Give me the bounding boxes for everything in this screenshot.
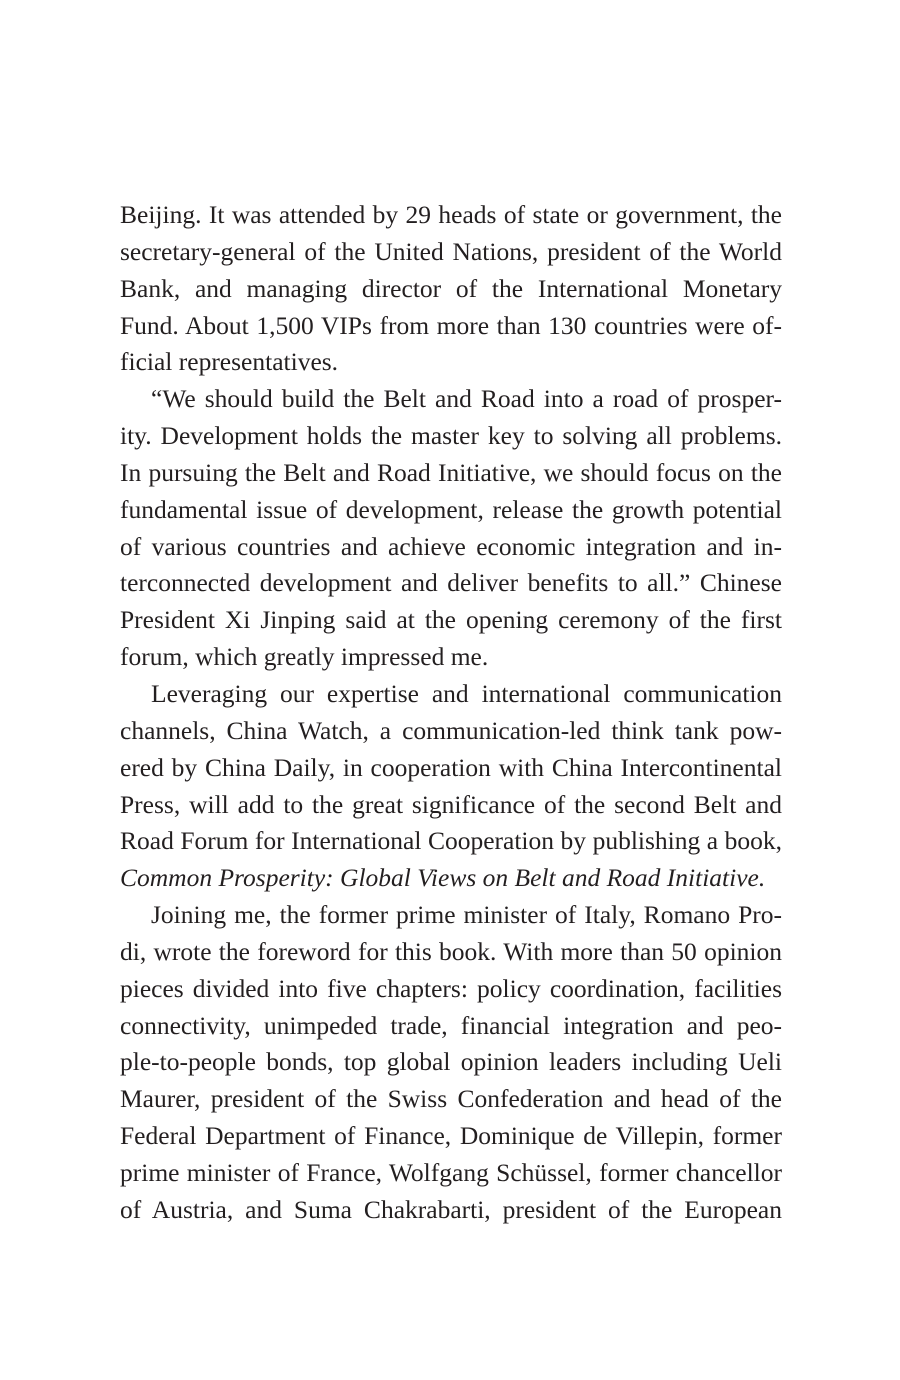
paragraph-foreword-contributors — [120, 897, 782, 1229]
text-line: Beijing. It was attended by 29 heads of state or government, the — [120, 200, 782, 229]
text-line: Road Forum for International Cooperation by publishing a book, — [120, 826, 782, 856]
text-line: ficial representatives. — [120, 347, 339, 377]
text-line: Maurer, president of the Swiss Confederation and head of the — [120, 1084, 782, 1114]
paragraph-china-watch — [120, 676, 782, 897]
text-line: In pursuing the Belt and Road Initiative, we should focus on the — [120, 457, 782, 487]
text-line: President Xi Jinping said at the opening ceremony of the first — [120, 605, 782, 635]
text-line: Federal Department of Finance, Dominique de Villepin, former — [120, 1121, 782, 1151]
paragraph-forum-attendance — [120, 197, 782, 381]
book-title-line: Common Prosperity: Global Views on Belt and Road Initiative. — [120, 863, 766, 893]
paragraph-xi-jinping-quote — [120, 381, 782, 676]
text-line: di, wrote the foreword for this book. With more than 50 opinion — [120, 936, 782, 966]
text-line: Leveraging our expertise and international communication — [151, 678, 782, 708]
text-line: of Austria, and Suma Chakrabarti, president of the European — [120, 1194, 782, 1224]
text-line: ple-to-people bonds, top global opinion leaders including Ueli — [120, 1047, 782, 1077]
text-line: Bank, and managing director of the International Monetary — [120, 273, 782, 303]
text-line: prime minister of France, Wolfgang Schüssel, former chancellor — [120, 1157, 782, 1187]
text-line: Press, will add to the great significance of the second Belt and — [120, 789, 782, 819]
text-line: pieces divided into five chapters: policy coordination, facilities — [120, 973, 782, 1003]
text-line: secretary-general of the United Nations, president of the World — [120, 236, 782, 266]
text-line: fundamental issue of development, release the growth potential — [120, 494, 782, 524]
text-line: of various countries and achieve economic integration and in- — [120, 531, 782, 561]
text-line: “We should build the Belt and Road into a road of prosper- — [151, 384, 782, 414]
text-line: terconnected development and deliver benefits to all.” Chinese — [120, 568, 782, 598]
text-line: ered by China Daily, in cooperation with China Intercontinental — [120, 752, 782, 782]
text-line: forum, which greatly impressed me. — [120, 642, 489, 672]
text-line: Joining me, the former prime minister of Italy, Romano Pro- — [151, 900, 782, 930]
text-line: Fund. About 1,500 VIPs from more than 130 countries were of- — [120, 310, 782, 340]
text-line: connectivity, unimpeded trade, financial integration and peo- — [120, 1010, 782, 1040]
book-page-body — [120, 197, 782, 1229]
text-line: ity. Development holds the master key to solving all problems. — [120, 421, 782, 451]
text-line: channels, China Watch, a communication-led think tank pow- — [120, 715, 782, 745]
